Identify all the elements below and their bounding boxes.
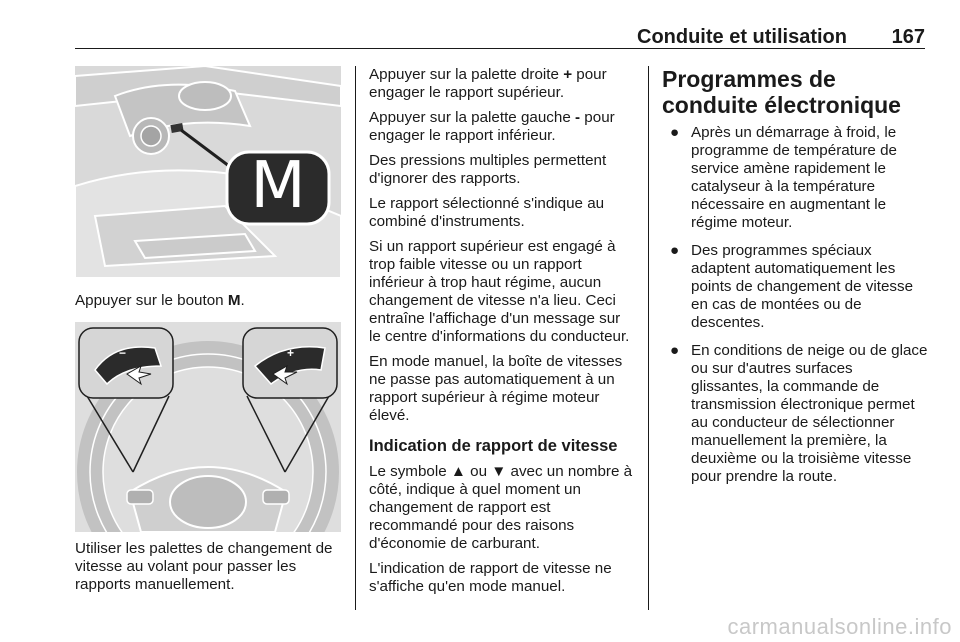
paddle-plus-label: + <box>287 346 295 360</box>
m-button-badge-label: M <box>250 149 306 223</box>
watermark: carmanualsonline.info <box>727 614 952 639</box>
caption-m-button: Appuyer sur le bouton M. <box>75 292 245 309</box>
figure-dashboard-m-button <box>75 66 341 278</box>
list-item: ● Des programmes spéciaux adaptent automatiquement les points de changement de vitesse en cas de montées ou de descentes. <box>670 242 914 331</box>
column-divider-right <box>648 66 649 610</box>
list-item: ● En conditions de neige ou de glace ou sur d'autres surfaces glissantes, la commande de transmission électronique permet au conducteur de sélectionner manuellement la première, la deuxième ou la troisième vitesse pour prendre la route. <box>670 342 928 485</box>
paragraph-manual-mode: En mode manuel, la boîte de vitesses ne passe pas automatiquement à un rapport supérieur à régime moteur élevé. <box>369 353 623 424</box>
heading-electronic-programs: Programmes de conduite électronique <box>662 66 901 118</box>
figure-steering-wheel-paddles <box>75 322 341 532</box>
bullet-list <box>662 124 928 486</box>
key-minus: - <box>575 109 581 126</box>
paragraph-selected-gear: Le rapport sélectionné s'indique au combiné d'instruments. <box>369 195 605 230</box>
bullet-icon: ● <box>670 124 680 141</box>
subheading-gear-indication: Indication de rapport de vitesse <box>369 437 618 455</box>
section-title: Conduite et utilisation <box>637 26 847 48</box>
bullet-icon: ● <box>670 342 680 359</box>
bullet-icon: ● <box>670 242 680 259</box>
column-left <box>75 66 341 601</box>
page-header <box>75 24 925 49</box>
paragraph-multiple-presses: Des pressions multiples permettent d'ignorer des rapports. <box>369 152 607 187</box>
paragraph-gear-symbol: Le symbole ▲ ou ▼ avec un nombre à côté, indique à quel moment un changement de rapport est recommandé pour des raisons d'économie de carburant. <box>369 463 633 552</box>
caption-steering-paddles: Utiliser les palettes de changement de vitesse au volant pour passer les rapports manuellement. <box>75 540 333 593</box>
paragraph-gear-warning: Si un rapport supérieur est engagé à trop faible vitesse ou un rapport inférieur à trop haut régime, aucun changement de vitesse n'a lieu. Ceci entraîne l'affichage d'un message sur le centre d'informations du conducteur. <box>369 238 630 345</box>
paragraph-manual-only: L'indication de rapport de vitesse ne s'affiche qu'en mode manuel. <box>369 560 612 595</box>
paddle-minus-label: − <box>119 346 127 360</box>
caption-key-m: M <box>227 292 241 309</box>
column-divider-left <box>355 66 356 610</box>
list-item: ● Après un démarrage à froid, le programme de température de service amène rapidement le catalyseur à la température nécessaire en augmentant le régime moteur. <box>670 124 897 231</box>
page-number: 167 <box>891 26 925 48</box>
steering-wheel-illustration <box>75 322 341 532</box>
column-right <box>662 66 928 496</box>
paragraph-left-paddle: Appuyer sur la palette gauche - pour engager le rapport inférieur. <box>369 109 615 144</box>
column-middle <box>369 66 635 603</box>
paragraph-right-paddle: Appuyer sur la palette droite + pour engager le rapport supérieur. <box>369 66 607 101</box>
key-plus: + <box>563 66 573 83</box>
